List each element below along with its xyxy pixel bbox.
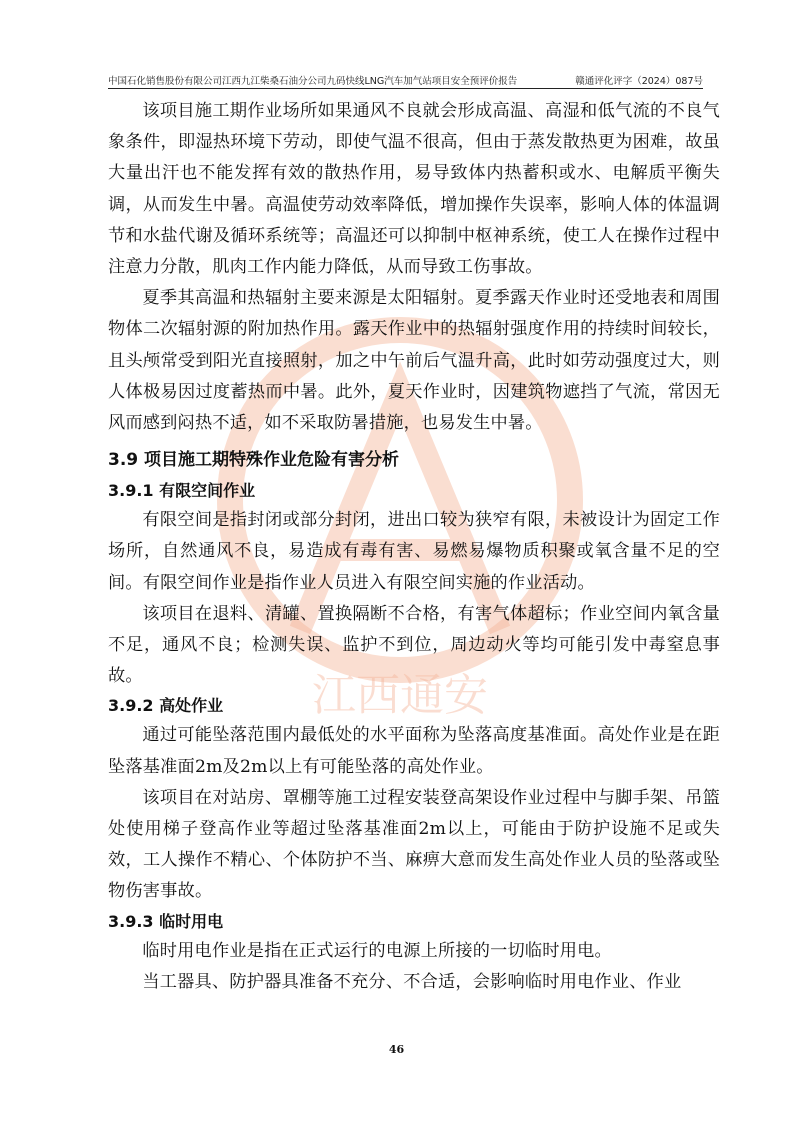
- paragraph-confined-space-definition: 有限空间是指封闭或部分封闭，进出口较为狭窄有限，未被设计为固定工作场所，自然通风不良，易造成有毒有害、易燃易爆物质积聚或氧含量不足的空间。有限空间作业是指作业人员进入有限空间实施的作业活动。: [108, 510, 720, 593]
- subsection-heading-3-9-3: 3.9.3 临时用电: [108, 911, 224, 931]
- header-report-number: 赣通评化评字（2024）087号: [575, 76, 703, 87]
- paragraph-temporary-power-risk: 当工器具、防护器具准备不充分、不合适，会影响临时用电作业、作业: [142, 971, 682, 992]
- paragraph-heat-conditions: 该项目施工期作业场所如果通风不良就会形成高温、高湿和低气流的不良气象条件，即湿热环境下劳动，即使气温不很高，但由于蒸发散热更为困难，故虽大量出汗也不能发挥有效的散热作用，易导致体内热蓄积或水、电解质平衡失调，从而发生中暑。高温使劳动效率降低，增加操作失误率，影响人体的体温调节和水盐代谢及循环系统等；高温还可以抑制中枢神系统，使工人在操作过程中注意力分散，肌肉工作内能力降低，从而导致工伤事故。: [108, 101, 720, 278]
- paragraph-temporary-power-definition: 临时用电作业是指在正式运行的电源上所接的一切临时用电。: [142, 940, 612, 961]
- page-number: 46: [388, 1043, 405, 1056]
- paragraph-summer-radiation: 夏季其高温和热辐射主要来源是太阳辐射。夏季露天作业时还受地表和周围物体二次辐射源的附加热作用。露天作业中的热辐射强度作用的持续时间较长，且头颅常受到阳光直接照射，加之中午前后气温升高，此时如劳动强度过大，则人体极易因过度蓄热而中暑。此外，夏天作业时，因建筑物遮挡了气流，常因无风而感到闷热不适，如不采取防暑措施，也易发生中暑。: [108, 288, 720, 434]
- paragraph-height-work-definition: 通过可能坠落范围内最低处的水平面称为坠落高度基准面。高处作业是在距坠落基准面2m及2m以上有可能坠落的高处作业。: [108, 725, 720, 777]
- subsection-heading-3-9-1: 3.9.1 有限空间作业: [108, 481, 256, 501]
- section-heading-3-9: 3.9 项目施工期特殊作业危险有害分析: [108, 450, 400, 471]
- subsection-heading-3-9-2: 3.9.2 高处作业: [108, 696, 224, 716]
- watermark-text: 江西通安: [312, 670, 488, 720]
- page-header: [108, 72, 703, 89]
- paragraph-height-work-risk: 该项目在对站房、罩棚等施工过程安装登高架设作业过程中与脚手架、吊篮处使用梯子登高作业等超过坠落基准面2m以上，可能由于防护设施不足或失效，工人操作不精心、个体防护不当、麻痹大意而发生高处作业人员的坠落或坠物伤害事故。: [108, 787, 720, 902]
- main-content: [108, 96, 720, 998]
- paragraph-confined-space-risk: 该项目在退料、清罐、置换隔断不合格，有害气体超标；作业空间内氧含量不足，通风不良；检测失误、监护不到位，周边动火等均可能引发中毒窒息事故。: [108, 603, 720, 687]
- header-report-title: 中国石化销售股份有限公司江西九江柴桑石油分公司九码快线LNG汽车加气站项目安全预评价报告: [108, 76, 518, 87]
